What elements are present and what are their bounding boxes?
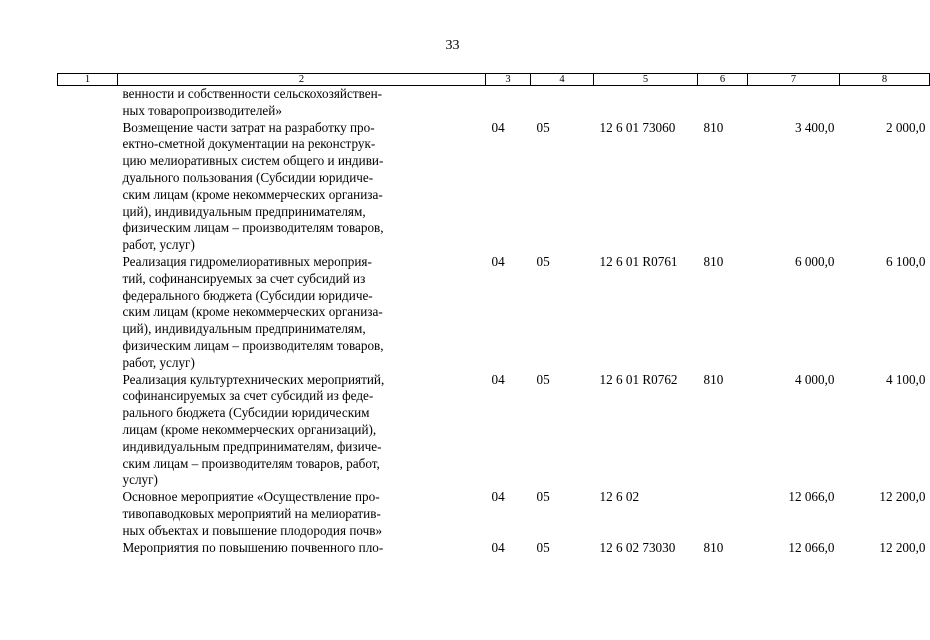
cell-section: 04: [491, 539, 505, 555]
cell-subsection: [531, 86, 594, 120]
cell-amount-2: 4 100,0: [885, 371, 926, 387]
cell-target-article: 12 6 02 73030: [599, 539, 676, 555]
cell-item-name: Основное мероприятие «Осуществление про- тивопаводковых мероприятий на мелиоратив- ных объектах и повышение плодородия почв»: [122, 489, 383, 538]
cell-amount-1: 12 066,0: [788, 489, 835, 505]
cell-expense-type: [698, 489, 748, 539]
cell-blank: [58, 120, 118, 254]
cell-amount-2: 12 200,0: [879, 489, 926, 505]
cell-item-name: Реализация культуртехнических мероприятий, софинансируемых за счет субсидий из феде- рального бюджета (Субсидии юридическим лицам (кроме некоммерческих организаций), индивидуальным предпринимателям, физиче- ским лицам – производителям товаров, работ, услуг): [122, 371, 385, 488]
cell-amount-2: 2 000,0: [885, 119, 926, 135]
table-header-row: [58, 74, 930, 86]
cell-expense-type: 810: [703, 539, 724, 555]
cell-target-article: 12 6 01 R0762: [599, 371, 678, 387]
table-row: [58, 120, 930, 254]
column-header-3: 3: [486, 74, 531, 86]
table-row: [58, 489, 930, 539]
cell-amount-2: 6 100,0: [885, 253, 926, 269]
cell-amount-1: 6 000,0: [794, 253, 835, 269]
cell-target-article: 12 6 01 73060: [599, 119, 676, 135]
cell-item-name: венности и собственности сельскохозяйствен- ных товаропроизводителей»: [122, 86, 383, 118]
cell-amount-1: 12 066,0: [788, 539, 835, 555]
cell-section: 04: [491, 489, 505, 505]
cell-amount-1: 4 000,0: [794, 371, 835, 387]
table-row: [58, 254, 930, 372]
cell-expense-type: 810: [703, 119, 724, 135]
cell-section: 04: [491, 371, 505, 387]
table-row: [58, 86, 930, 120]
cell-item-name: Реализация гидромелиоративных мероприя- тий, софинансируемых за счет субсидий из федерального бюджета (Субсидии юридиче- ским лицам (кроме некоммерческих организа- ций), индивидуальным предпринимателям, физическим лицам – производителям товаров, работ, услуг): [122, 253, 384, 370]
column-header-5: 5: [594, 74, 698, 86]
cell-expense-type: 810: [703, 253, 724, 269]
column-header-2: 2: [118, 74, 486, 86]
cell-section: [486, 86, 531, 120]
cell-expense-type: [698, 86, 748, 120]
cell-subsection: 05: [536, 253, 550, 269]
table-row: [58, 372, 930, 490]
column-header-6: 6: [698, 74, 748, 86]
cell-blank: [58, 254, 118, 372]
cell-target-article: [594, 86, 698, 120]
cell-subsection: 05: [536, 371, 550, 387]
column-header-1: 1: [58, 74, 118, 86]
cell-amount-2: 12 200,0: [879, 539, 926, 555]
cell-amount-2: [840, 86, 930, 120]
table-body: [58, 86, 930, 557]
cell-target-article: 12 6 02: [599, 489, 640, 505]
cell-item-name: Мероприятия по повышению почвенного пло-: [122, 539, 384, 555]
cell-blank: [58, 540, 118, 557]
cell-blank: [58, 86, 118, 120]
column-header-8: 8: [840, 74, 930, 86]
cell-section: 04: [491, 253, 505, 269]
cell-item-name: Возмещение части затрат на разработку про- ектно-сметной документации на реконструк- цию мелиоративных систем общего и индиви- дуального пользования (Субсидии юридиче- ским лицам (кроме некоммерческих организа- ций), индивидуальным предпринимателям, физическим лицам – производителям товаров, работ, услуг): [122, 119, 384, 253]
cell-subsection: 05: [536, 489, 550, 505]
table-row: [58, 540, 930, 557]
cell-subsection: 05: [536, 119, 550, 135]
page-number: 33: [445, 38, 460, 53]
cell-blank: [58, 372, 118, 490]
cell-expense-type: 810: [703, 371, 724, 387]
column-header-4: 4: [531, 74, 594, 86]
cell-target-article: 12 6 01 R0761: [599, 253, 678, 269]
cell-amount-1: 3 400,0: [794, 119, 835, 135]
budget-table: [57, 73, 930, 556]
cell-section: 04: [491, 119, 505, 135]
cell-blank: [58, 489, 118, 539]
cell-amount-1: [748, 86, 840, 120]
column-header-7: 7: [748, 74, 840, 86]
cell-subsection: 05: [536, 539, 550, 555]
